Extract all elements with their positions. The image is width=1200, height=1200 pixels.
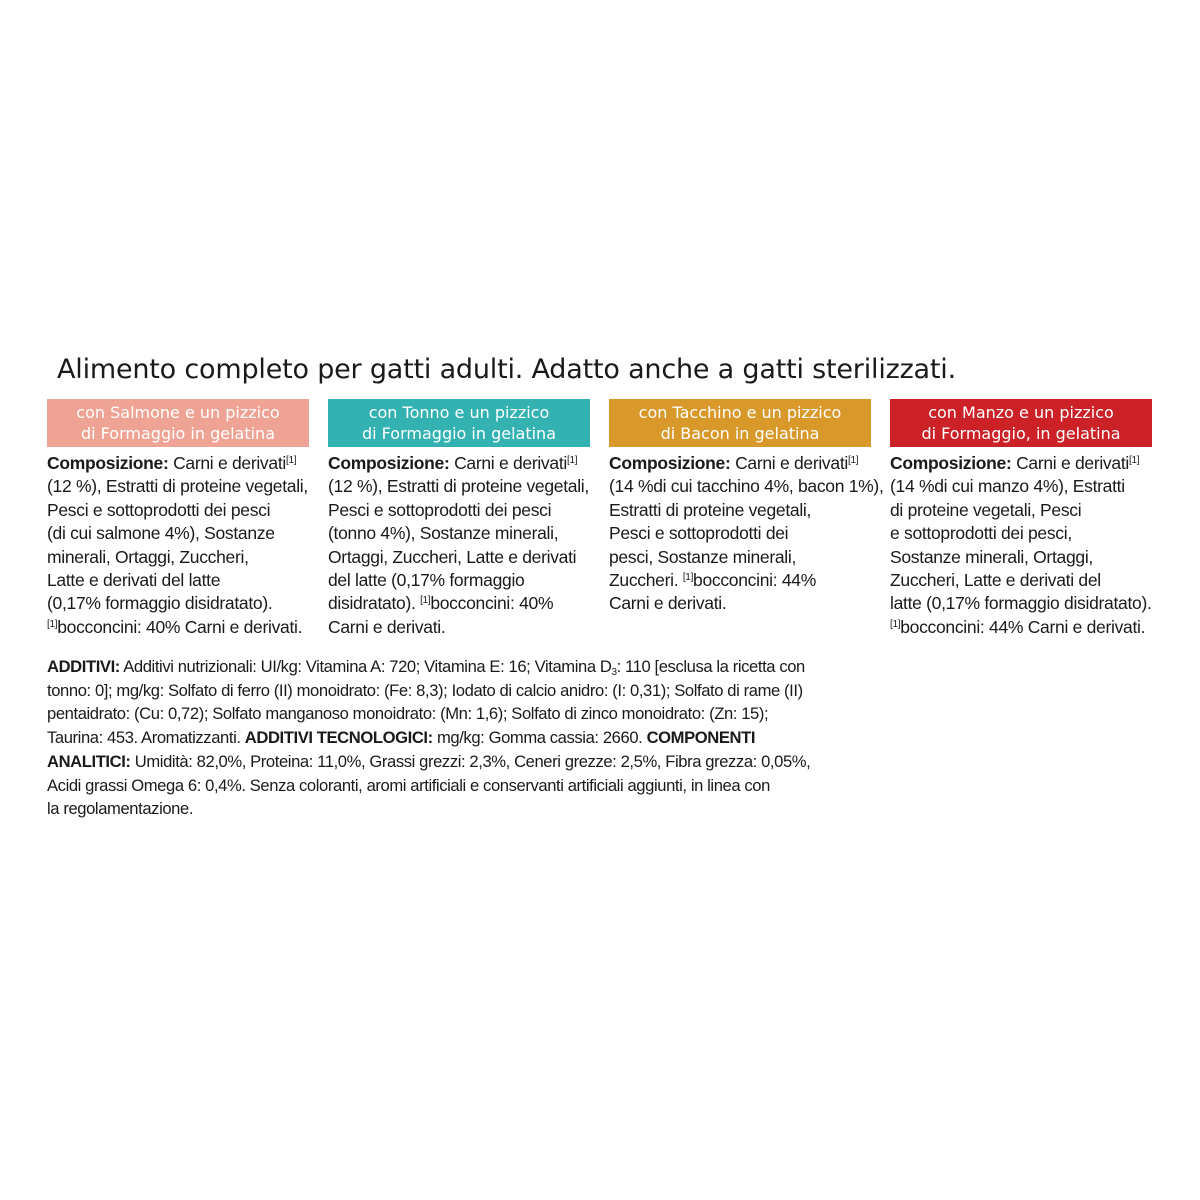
composition-last-prefix: disidratato).: [328, 593, 421, 614]
composition-line: Carni e derivati.: [609, 593, 727, 614]
composition-line: [47, 452, 309, 475]
additives-text: mg/kg: Gomma cassia: 2660.: [432, 728, 647, 748]
composition-line: del latte (0,17% formaggio: [328, 570, 525, 591]
composition-line: [328, 452, 590, 475]
composition-line: (12 %), Estratti di proteine vegetali,: [47, 476, 308, 497]
composition-line: pesci, Sostanze minerali,: [609, 546, 797, 567]
composition-line: [890, 616, 1152, 639]
additives-line: [47, 750, 827, 774]
composition-line: Carni e derivati.: [328, 616, 446, 637]
composition-last-prefix: Zuccheri.: [609, 570, 683, 591]
additives-text: Umidità: 82,0%, Proteina: 11,0%, Grassi grezzi: 2,3%, Ceneri grezze: 2,5%, Fibra grezza: 0,05%,: [130, 751, 811, 771]
composition-label: Composizione:: [47, 453, 169, 473]
recipe-column-tacchino: [609, 399, 884, 616]
footnote-marker: [1]: [420, 595, 431, 607]
composition-line: (12 %), Estratti di proteine vegetali,: [328, 476, 589, 497]
recipe-banner-line: con Manzo e un pizzico: [928, 403, 1114, 422]
footnote-marker: [1]: [566, 455, 578, 466]
recipe-banner-line: con Salmone e un pizzico: [76, 403, 280, 422]
composition-line: Latte e derivati del latte: [47, 570, 221, 591]
analitici-label: ANALITICI:: [47, 751, 131, 771]
composition-line: di proteine vegetali, Pesci: [890, 499, 1082, 520]
recipe-banner-line: di Bacon in gelatina: [660, 424, 820, 443]
composition-label: Composizione:: [890, 453, 1012, 473]
recipe-column-salmone: [47, 399, 309, 639]
footnote-text: bocconcini: 44% Carni e derivati.: [900, 616, 1146, 637]
recipe-column-tonno: [328, 399, 590, 639]
composition-line: (0,17% formaggio disidratato).: [47, 593, 273, 614]
additivi-tecnologici-label: ADDITIVI TECNOLOGICI:: [244, 728, 433, 748]
footnote-marker: [1]: [847, 455, 859, 466]
recipe-column-manzo: [890, 399, 1152, 639]
subscript-marker: 3: [611, 667, 617, 678]
additives-text: : 110 [esclusa la ricetta con: [616, 657, 805, 676]
composition-first-line: Carni e derivati: [730, 453, 848, 473]
additives-text: Taurina: 453. Aromatizzanti.: [47, 728, 245, 748]
recipe-banner-line: con Tacchino e un pizzico: [638, 403, 842, 422]
additives-line: pentaidrato: (Cu: 0,72); Solfato manganoso monoidrato: (Mn: 1,6); Solfato di zinco monoidrato: (Zn: 15);: [47, 704, 769, 724]
composition-line: Pesci e sottoprodotti dei: [609, 523, 789, 544]
recipe-banner-line: di Formaggio, in gelatina: [921, 424, 1121, 443]
additives-text: Additivi nutrizionali: UI/kg: Vitamina A: 720; Vitamina E: 16; Vitamina D: [119, 657, 612, 676]
composition-line: [47, 616, 309, 639]
composition-label: Composizione:: [328, 453, 450, 473]
additives-paragraph: [47, 655, 827, 821]
composition-first-line: Carni e derivati: [1011, 453, 1129, 473]
recipe-banner-tacchino: [609, 399, 871, 447]
composition-line: [328, 592, 590, 615]
recipe-banner-line: con Tonno e un pizzico: [368, 403, 550, 422]
footnote-marker: [1]: [890, 618, 901, 630]
recipe-banner-manzo: [890, 399, 1152, 447]
additives-line: la regolamentazione.: [47, 799, 194, 819]
recipe-banner-line: di Formaggio in gelatina: [80, 424, 275, 443]
composition-line: [890, 452, 1152, 475]
additives-line: [47, 655, 827, 679]
composition-text: [328, 452, 590, 639]
composition-line: (tonno 4%), Sostanze minerali,: [328, 523, 559, 544]
additives-line: tonno: 0]; mg/kg: Solfato di ferro (II) monoidrato: (Fe: 8,3); Iodato di calcio anidro: (I: 0,31); Solfato di rame (II): [47, 680, 803, 700]
composition-line: Zuccheri, Latte e derivati del: [890, 570, 1101, 591]
composition-line: Sostanze minerali, Ortaggi,: [890, 546, 1093, 567]
page-headline: Alimento completo per gatti adulti. Adatto anche a gatti sterilizzati.: [57, 354, 956, 385]
recipe-banner-tonno: [328, 399, 590, 447]
composition-line: (14 %di cui tacchino 4%, bacon 1%),: [609, 476, 884, 497]
composition-label: Composizione:: [609, 453, 731, 473]
footnote-text: bocconcini: 40%: [430, 593, 554, 614]
componenti-label: COMPONENTI: [646, 728, 756, 748]
footnote-text: bocconcini: 44%: [693, 570, 816, 591]
composition-line: Pesci e sottoprodotti dei pesci: [328, 499, 552, 520]
footnote-text: bocconcini: 40% Carni e derivati.: [57, 616, 303, 637]
additivi-label: ADDITIVI:: [47, 657, 120, 676]
footnote-marker: [1]: [47, 618, 58, 630]
composition-line: Pesci e sottoprodotti dei pesci: [47, 499, 271, 520]
composition-line: Estratti di proteine vegetali,: [609, 499, 812, 520]
composition-first-line: Carni e derivati: [168, 453, 286, 473]
additives-line: [47, 726, 827, 750]
composition-line: latte (0,17% formaggio disidratato).: [890, 593, 1152, 614]
composition-text: [609, 452, 884, 616]
recipe-banner-line: di Formaggio in gelatina: [361, 424, 556, 443]
recipe-banner-salmone: [47, 399, 309, 447]
footnote-marker: [1]: [682, 572, 694, 584]
additives-line: Acidi grassi Omega 6: 0,4%. Senza coloranti, aromi artificiali e conservanti artificiali aggiunti, in linea con: [47, 775, 770, 795]
composition-line: minerali, Ortaggi, Zuccheri,: [47, 546, 249, 567]
composition-line: (di cui salmone 4%), Sostanze: [47, 523, 275, 544]
footnote-marker: [1]: [285, 455, 297, 466]
composition-text: [47, 452, 309, 639]
footnote-marker: [1]: [1128, 455, 1140, 466]
composition-first-line: Carni e derivati: [449, 453, 567, 473]
composition-text: [890, 452, 1152, 639]
composition-line: Ortaggi, Zuccheri, Latte e derivati: [328, 546, 577, 567]
composition-line: [609, 452, 871, 475]
composition-line: [609, 569, 871, 592]
composition-line: e sottoprodotti dei pesci,: [890, 523, 1072, 544]
composition-line: (14 %di cui manzo 4%), Estratti: [890, 476, 1125, 497]
